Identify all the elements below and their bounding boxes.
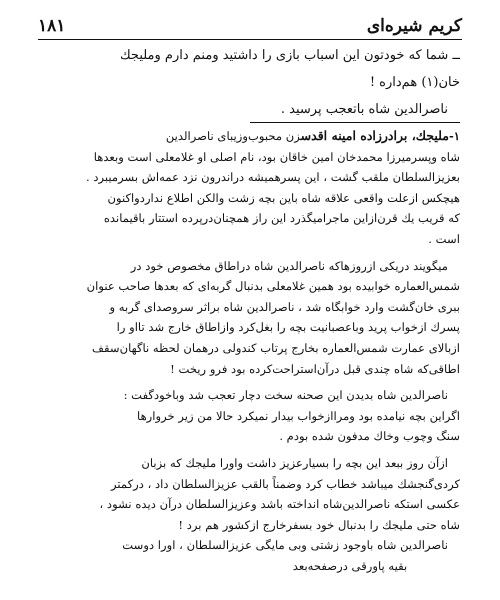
footnote-line: است . [428,231,460,246]
text-line: خان(۱) هم‌داره ! [369,75,460,90]
page-header [38,6,462,40]
main-text [40,42,460,123]
footnote-line: اطاقی‌که شاه چندی قبل درآن‌استراحت‌کرده بود فرو ریخت ! [170,361,460,376]
footnote-line: ناصرالدین شاه باوجود زشتی وبی مایگی عزیزالسلطان ، اورا دوست [122,538,448,553]
footnote-line: ببری خان‌گشت وارد خوابگاه شد ، ناصرالدین شاه براثر سروصدای گربه و [109,299,460,314]
footnote-line: عکسی استکه ناصرالدین‌شاه انداخته باشد وعزیزالسلطان درآن دیده نشود ، [99,497,460,512]
footnote-line: بعزیزالسلطان ملقب گشت ، این پسرهمیشه دراندرون نزد عمه‌اش بسرمیبرد . [85,170,460,185]
footnote-line: ازبالای عمارت شمس‌العماره بخارج پرتاب کندولی درهمان لحظه ناگهان‌سقف [91,340,460,355]
footnote-mark: ۱- [448,129,460,143]
footnote-line: سنگ وچوب وخاك مدفون شده بودم . [279,429,460,444]
footnote-line: شمس‌العماره خوابیده بود همین غلامعلی بدنبال گربه‌ای که بعدها صاحب عنوان [86,279,460,294]
footnote-line: اگراین بچه نیامده بود ومراازخواب بیدار نمیکرد حالا من زیر خروارها [137,408,460,423]
footnote-divider [250,122,460,123]
footnote-text: زن محبوب‌وزیبای ناصرالدین [165,129,301,143]
footnote-line: ناصرالدین شاه بدیدن این صحنه سخت دچار تعجب شد وباخودگفت : [123,388,448,403]
footnote-line: میگویند دریکی ازروزهاکه ناصرالدین شاه دراطاق مخصوص خود در [130,258,448,273]
page-number: ۱۸۱ [38,16,66,36]
footnote-line: کردی‌گنجشك میباشد خطاب کرد وضمناً بالقب عزیزالسلطان داد ، درکمتر [111,476,460,491]
footnote-line: پسرك ازخواب پرید وباعصبانیت بچه را بغل‌کرد وازاطاق خارج شد تااو را [116,320,460,335]
footnote-line: هیچکس ازعلت واقعی علاقه شاه باین بچه زشت والکن اطلاع نداردواکنون [107,190,460,205]
continuation-note: بقیه پاورقی درصفحه‌بعد [292,558,408,573]
footnote-section [40,126,460,576]
footnote-line: ازآن روز ببعد این بچه را بسیارعزیز داشت واورا ملیجك که بزبان [141,455,448,470]
footnote-line: شاه وپسرمیرزا محمدخان امین خاقان بود، نام اصلی او غلامعلی است وبعدها [93,149,460,164]
footnote-first-line [40,126,460,147]
footnote-line: شاه حتی ملیجك را بدنبال خود بسفرخارج ازکشور هم برد ! [178,517,460,532]
running-title: کریم شیره‌ای [366,16,462,36]
footnote-line: که قریب یك قرن‌ازاین ماجرامیگذرد این راز همچنان‌درپرده استتار باقیمانده [103,211,460,226]
text-line: ناصرالدین شاه باتعجب پرسید . [280,102,448,117]
footnote-heading: ملیجك، برادرزاده امینه اقدس [300,128,449,143]
text-line: ــ شما که خودتون این اسباب بازی را داشتید ومنم دارم وملیجك [119,48,460,63]
